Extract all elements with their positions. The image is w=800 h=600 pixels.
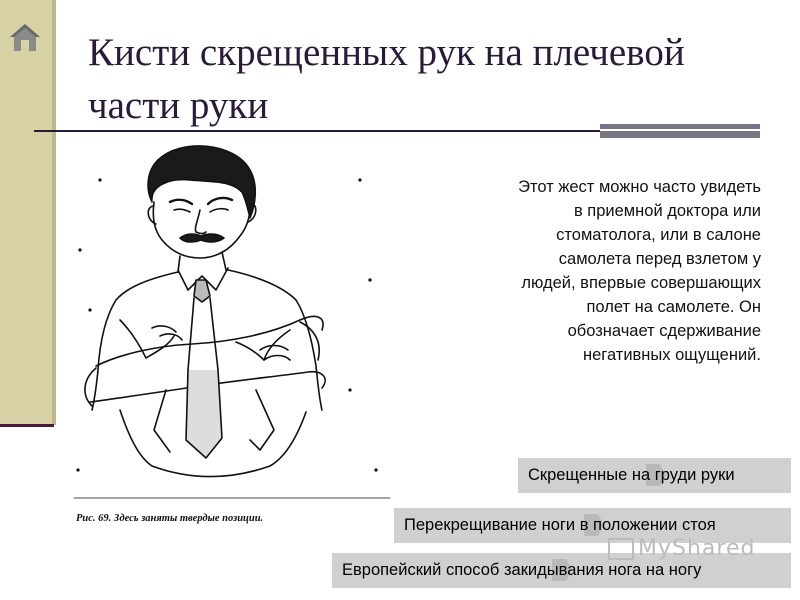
link-label: Скрещенные на груди руки — [528, 466, 735, 484]
link-label: Перекрещивание ноги в положении стоя — [404, 516, 716, 534]
watermark — [608, 536, 755, 561]
title-underline-accent — [600, 124, 760, 138]
sidebar-shadow — [52, 0, 56, 425]
watermark-text: MyShared — [638, 536, 756, 561]
link-label: Европейский способ закидывания нога на ногу — [342, 561, 702, 579]
link-crossed-arms-chest[interactable] — [518, 458, 791, 493]
sidebar-panel — [0, 0, 52, 425]
man-crossed-arms-drawing — [60, 140, 396, 530]
figure-illustration — [60, 140, 396, 530]
slide-description: Этот жест можно часто увидеть в приемной доктора или стоматолога, или в салоне самолета перед взлетом у людей, впервые совершающих полет на самолете. Он обозначает сдерживание негативных ощущений. — [518, 178, 761, 364]
watermark-icon — [608, 538, 634, 560]
title-underline — [34, 130, 600, 132]
figure-caption: Рис. 69. Здесь заняты твердые позиции. — [76, 513, 264, 524]
sidebar-divider — [0, 424, 54, 427]
home-icon — [8, 20, 42, 54]
slide-title: Кисти скрещенных рук на плечевой части руки — [88, 31, 685, 127]
home-button[interactable] — [8, 20, 42, 54]
